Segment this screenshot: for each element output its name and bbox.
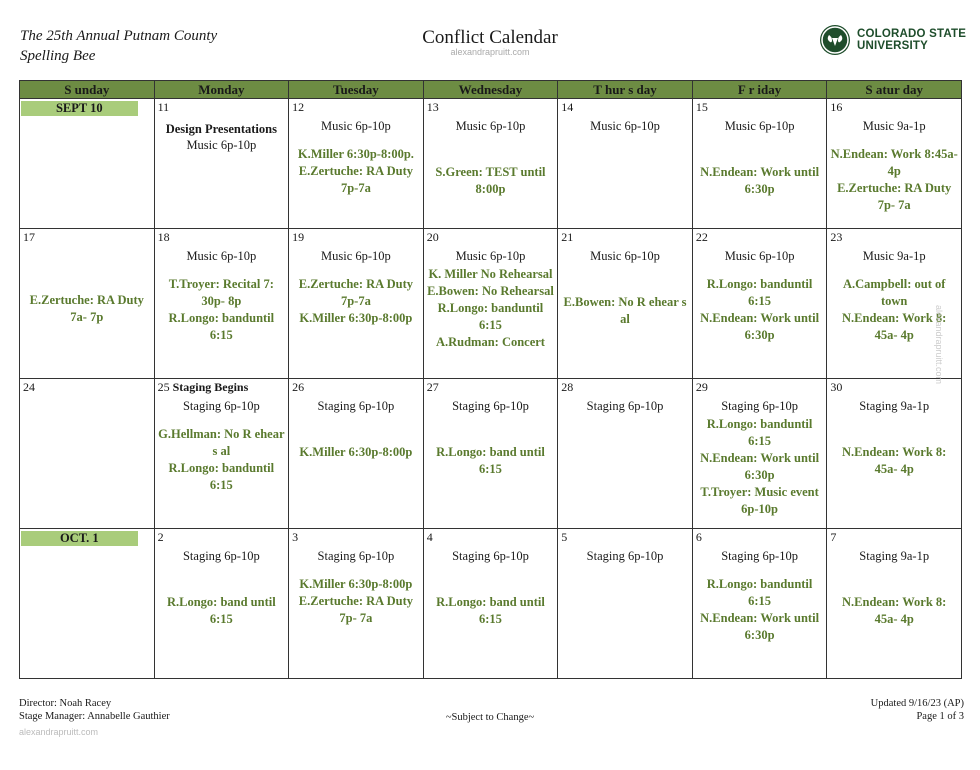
day-number: 21 <box>561 230 574 244</box>
day-number-row <box>155 99 289 114</box>
day-cell <box>20 229 155 379</box>
day-number-row <box>424 229 558 244</box>
day-number: 20 <box>426 230 439 244</box>
week-row <box>20 529 962 679</box>
rehearsal-time: Music 9a-1p <box>862 119 926 133</box>
day-number: 17 <box>23 230 35 244</box>
day-number-row <box>558 529 692 544</box>
rehearsal-time: Music 9a-1p <box>862 249 926 263</box>
day-number-row <box>289 229 423 244</box>
day-number: 5 <box>561 530 568 544</box>
show-title-line1: The 25th Annual Putnam County <box>20 28 218 44</box>
rehearsal-time: Music 6p-10p <box>455 119 526 133</box>
footer-right <box>871 697 964 723</box>
rehearsal-time: Staging 6p-10p <box>317 549 395 563</box>
weekday-header: Tuesday <box>289 81 424 99</box>
logo-line2: UNIVERSITY <box>857 40 929 52</box>
conflict-entry: E.Zertuche: RA Duty 7a- 7p <box>29 293 144 324</box>
day-number-row <box>693 229 827 244</box>
conflict-entry: N.Endean: Work until 6:30p <box>700 165 820 196</box>
weekday-header: Wednesday <box>423 81 558 99</box>
weekday-header: S atur day <box>827 81 962 99</box>
rehearsal-time: Staging 6p-10p <box>452 399 529 413</box>
day-number: 18 <box>157 230 170 244</box>
conflict-list <box>693 164 827 198</box>
rehearsal-time: Music 6p-10p <box>455 249 526 263</box>
day-cell <box>154 529 289 679</box>
day-number-row <box>558 99 692 114</box>
document-title: Conflict Calendar <box>422 27 558 48</box>
conflict-entry: R.Longo: band until 6:15 <box>166 595 276 626</box>
day-cell <box>558 379 693 529</box>
day-number: 3 <box>292 530 299 544</box>
conflict-entry: E.Zertuche: RA Duty 7p-7a <box>298 277 414 308</box>
day-number: 2 <box>157 530 164 544</box>
conflict-entry: N.Endean: Work 8: 45a- 4p <box>842 311 947 342</box>
conflict-list <box>155 276 289 344</box>
footer-site-watermark: alexandrapruitt.com <box>19 727 99 737</box>
day-number-row <box>424 99 558 114</box>
day-number: 25 <box>157 380 170 394</box>
conflict-entry: N.Endean: Work 8:45a-4p <box>830 147 958 178</box>
rehearsal-time: Staging 6p-10p <box>317 399 395 413</box>
conflict-list <box>289 276 423 327</box>
weekday-header: Monday <box>154 81 289 99</box>
rehearsal-time: Staging 6p-10p <box>182 399 260 413</box>
conflict-entry: E.Zertuche: RA Duty 7p-7a <box>298 164 414 195</box>
day-cell <box>289 229 424 379</box>
month-label: SEPT 10 <box>21 101 138 116</box>
day-number: 15 <box>695 100 708 114</box>
week-row <box>20 99 962 229</box>
day-number: 24 <box>23 380 35 394</box>
day-number-row <box>155 229 289 244</box>
rehearsal-time: Music 6p-10p <box>724 249 795 263</box>
day-cell <box>289 379 424 529</box>
rehearsal-time: Staging 6p-10p <box>721 399 798 413</box>
day-cell <box>827 529 962 679</box>
day-number: 22 <box>695 230 708 244</box>
day-number-row <box>558 229 692 244</box>
day-cell <box>289 529 424 679</box>
weekday-header: T hur s day <box>558 81 693 99</box>
day-number: 30 <box>830 380 843 394</box>
day-cell <box>423 529 558 679</box>
weekday-header: S unday <box>20 81 155 99</box>
conflict-list <box>693 416 827 518</box>
conflict-list <box>693 576 827 644</box>
ram-logo-icon <box>820 25 850 55</box>
conflict-entry: E.Bowen: No R ehear s al <box>563 295 687 326</box>
day-number: 13 <box>426 100 439 114</box>
rehearsal-time: Music 6p-10p <box>321 119 391 133</box>
conflict-entry: R.Longo: band until 6:15 <box>436 445 545 476</box>
conflict-entry: R.Longo: banduntil 6:15 <box>706 417 813 448</box>
day-number: 26 <box>292 380 305 394</box>
day-number: 29 <box>695 380 708 394</box>
day-cell <box>692 99 827 229</box>
day-number: 16 <box>830 100 843 114</box>
month-label: OCT. 1 <box>21 531 138 546</box>
weekday-header-row <box>20 81 962 99</box>
day-number-row <box>289 529 423 544</box>
conflict-entry: N.Endean: Work 8: 45a- 4p <box>842 445 947 476</box>
header-site-watermark: alexandrapruitt.com <box>450 47 530 57</box>
day-cell <box>692 379 827 529</box>
rehearsal-time: Music 6p-10p <box>186 249 257 263</box>
day-number-row <box>827 229 961 244</box>
conflict-entry: A.Rudman: Concert <box>435 335 545 349</box>
conflict-list <box>289 576 423 627</box>
day-number-row <box>424 529 558 544</box>
conflict-entry: K. Miller No Rehearsal E.Bowen: No Rehearsal <box>427 267 554 298</box>
conflict-list <box>827 594 961 628</box>
conflict-entry: R.Longo: banduntil 6:15 <box>168 461 275 492</box>
conflict-list <box>289 444 423 461</box>
conflict-list <box>20 292 154 326</box>
stage-manager: Stage Manager: Annabelle Gauthier <box>19 711 170 722</box>
day-number-row <box>289 379 423 394</box>
conflict-entry: N.Endean: Work until 6:30p <box>700 311 820 342</box>
vertical-site-watermark: alexandrapruitt.com <box>934 305 944 385</box>
day-number: 28 <box>561 380 574 394</box>
page-number: Page 1 of 3 <box>916 711 964 722</box>
conflict-entry: T.Troyer: Recital 7: 30p- 8p <box>168 277 274 308</box>
conflict-entry: K.Miller 6:30p-8:00p E.Zertuche: RA Duty 7p- 7a <box>298 577 414 625</box>
day-cell <box>558 229 693 379</box>
conflict-entry: T.Troyer: Music event 6p-10p <box>700 485 819 516</box>
weekday-header: F r iday <box>692 81 827 99</box>
csu-logo <box>820 25 970 57</box>
day-cell <box>154 229 289 379</box>
conflict-entry: R.Longo: banduntil 6:15 <box>706 577 813 608</box>
week-row <box>20 229 962 379</box>
day-cell <box>558 529 693 679</box>
day-number: 27 <box>426 380 439 394</box>
conflict-list <box>424 266 558 351</box>
conflict-entry: N.Endean: Work 8: 45a- 4p <box>842 595 947 626</box>
conflict-entry: A.Campbell: out of town <box>842 277 946 308</box>
conflict-entry: K.Miller 6:30p-8:00p <box>299 311 413 325</box>
rehearsal-time: Music 6p-10p <box>321 249 391 263</box>
day-number: 4 <box>426 530 433 544</box>
csu-wordmark <box>857 28 966 52</box>
day-cell <box>558 99 693 229</box>
conflict-entry: E.Zertuche: RA Duty 7p- 7a <box>837 181 952 212</box>
conflict-entry: R.Longo: banduntil 6:15 <box>437 301 544 332</box>
logo-line1: COLORADO STATE <box>857 28 967 40</box>
conflict-list <box>827 444 961 478</box>
day-number: 12 <box>292 100 305 114</box>
day-number: 11 <box>157 100 170 114</box>
conflict-list <box>424 594 558 628</box>
rehearsal-time: Staging 6p-10p <box>452 549 529 563</box>
day-number-row <box>693 99 827 114</box>
day-number-row <box>827 529 961 544</box>
conflict-calendar <box>19 80 962 679</box>
day-cell <box>692 529 827 679</box>
updated-date: Updated 9/16/23 (AP) <box>870 698 964 709</box>
conflict-entry: K.Miller 6:30p-8:00p. <box>297 147 414 161</box>
conflict-list <box>827 146 961 214</box>
day-cell <box>423 379 558 529</box>
day-number-row <box>693 379 827 394</box>
day-number-row <box>693 529 827 544</box>
day-number: 6 <box>695 530 702 544</box>
conflict-list <box>155 426 289 494</box>
day-cell <box>827 379 962 529</box>
day-number-row <box>155 379 289 394</box>
conflict-entry: G.Hellman: No R ehear s al <box>158 427 285 458</box>
day-cell <box>20 529 155 679</box>
day-number: 23 <box>830 230 843 244</box>
conflict-entry: N.Endean: Work until 6:30p <box>700 611 820 642</box>
conflict-entry: R.Longo: banduntil 6:15 <box>706 277 813 308</box>
day-cell <box>20 99 155 229</box>
day-cell <box>154 99 289 229</box>
day-event-heading: Staging Begins <box>172 380 249 394</box>
week-row <box>20 379 962 529</box>
conflict-entry: R.Longo: band until 6:15 <box>436 595 545 626</box>
day-number-row <box>558 379 692 394</box>
day-number-row <box>20 379 154 394</box>
day-cell <box>20 379 155 529</box>
rehearsal-time: Music 6p-10p <box>590 119 660 133</box>
rehearsal-time: Staging 6p-10p <box>586 549 664 563</box>
day-cell <box>423 99 558 229</box>
conflict-list <box>693 276 827 344</box>
conflict-entry: R.Longo: banduntil 6:15 <box>168 311 275 342</box>
conflict-list <box>155 594 289 628</box>
rehearsal-time: Music 6p-10p <box>590 249 660 263</box>
rehearsal-time: Staging 6p-10p <box>586 399 664 413</box>
conflict-entry: N.Endean: Work until 6:30p <box>700 451 820 482</box>
day-number-row <box>424 379 558 394</box>
conflict-entry: S.Green: TEST until 8:00p <box>435 165 546 196</box>
day-cell <box>423 229 558 379</box>
rehearsal-time: Staging 9a-1p <box>859 399 930 413</box>
day-number-row <box>155 529 289 544</box>
subject-to-change: ~Subject to Change~ <box>445 712 535 723</box>
day-number: 19 <box>292 230 305 244</box>
day-event-heading: Design Presentations <box>165 122 277 136</box>
day-cell <box>289 99 424 229</box>
rehearsal-time: Music 6p-10p <box>724 119 795 133</box>
day-number-row <box>827 99 961 114</box>
day-number-row <box>20 229 154 244</box>
rehearsal-time: Staging 6p-10p <box>182 549 260 563</box>
day-number: 7 <box>830 530 837 544</box>
rehearsal-time: Music 6p-10p <box>186 138 257 152</box>
conflict-list <box>424 444 558 478</box>
conflict-list <box>289 146 423 197</box>
day-cell <box>154 379 289 529</box>
day-cell <box>827 99 962 229</box>
rehearsal-time: Staging 6p-10p <box>721 549 798 563</box>
director: Director: Noah Racey <box>19 698 112 709</box>
rehearsal-time: Staging 9a-1p <box>859 549 930 563</box>
day-number: 14 <box>561 100 574 114</box>
conflict-list <box>558 294 692 328</box>
conflict-list <box>424 164 558 198</box>
day-cell <box>692 229 827 379</box>
day-number-row <box>289 99 423 114</box>
show-title-line2: Spelling Bee <box>20 48 96 64</box>
conflict-entry: K.Miller 6:30p-8:00p <box>299 445 413 459</box>
